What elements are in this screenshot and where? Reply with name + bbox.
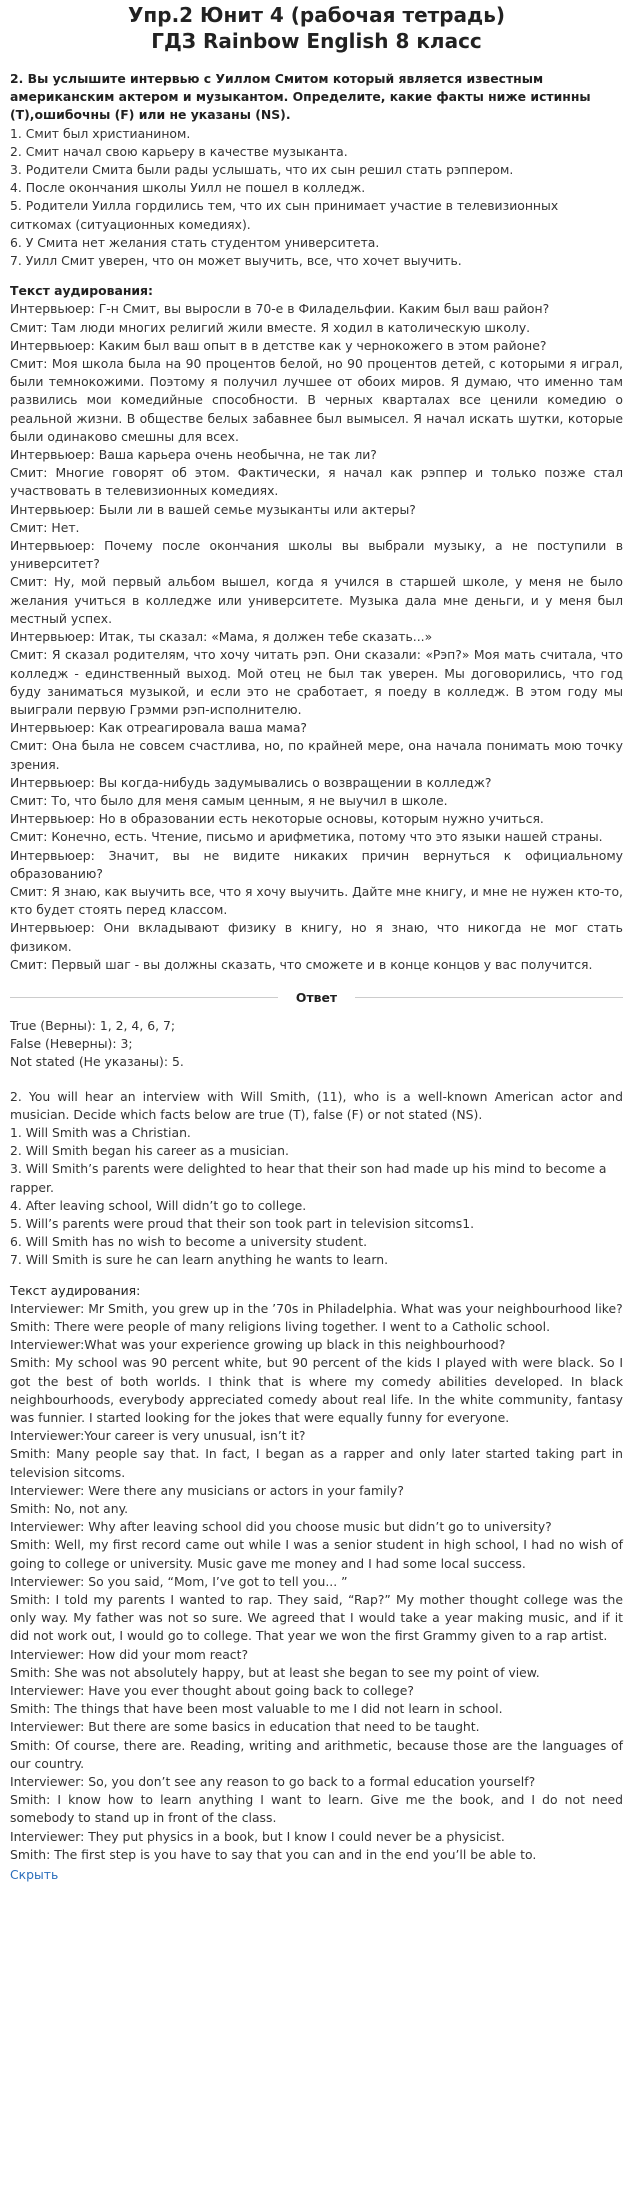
transcript-line: Smith: Many people say that. In fact, I began as a rapper and only later started taking part in television sitcoms.: [10, 1446, 623, 1480]
transcript-line: Smith: There were people of many religions living together. I went to a Catholic school.: [10, 1319, 551, 1334]
transcript-line: Смит: Ну, мой первый альбом вышел, когда я учился в старшей школе, у меня не было желания учиться в колледже или университете. Музыка дала мне деньги, и у меня был местный успех.: [10, 574, 623, 626]
task-ru: [10, 70, 623, 974]
task-en-statement: 4. After leaving school, Will didn’t go to college.: [10, 1197, 307, 1213]
divider-rule-right: [355, 997, 623, 998]
task-ru-instruction: 2. Вы услышите интервью с Уиллом Смитом который является известным американским актером и музыкантом. Определите, какие факты ниже истинны (T),ошибочны (F) или не указаны (NS).: [10, 71, 591, 123]
answer-heading: Ответ: [295, 989, 338, 1005]
transcript-line: Interviewer: So you said, “Mom, I’ve got to tell you... ”: [10, 1573, 348, 1589]
transcript-line: Interviewer: But there are some basics in education that need to be taught.: [10, 1719, 480, 1735]
transcript-line: Интервьюер: Они вкладывают физику в книгу, но я знаю, что никогда не мог стать физиком.: [10, 920, 623, 954]
transcript-en-heading: Текст аудирования:: [10, 1282, 141, 1298]
transcript-line: Smith: No, not any.: [10, 1501, 129, 1517]
answer-divider: [10, 990, 623, 1005]
transcript-ru: [10, 300, 623, 974]
answer-block: [10, 1017, 623, 1072]
transcript-line: Смит: Я сказал родителям, что хочу читать рэп. Они сказали: «Рэп?» Моя мать считала, что колледж - единственный выход. Мой отец не был так уверен. Мы договорились, что год буду заниматься музыкой, и если это не сработает, я поеду в колледж. В этом году мы выиграли первую Грэмми рэп-исполнителю.: [10, 647, 623, 717]
transcript-line: Interviewer: So, you don’t see any reason to go back to a formal education yourself?: [10, 1774, 536, 1790]
transcript-line: Интервьюер: Значит, вы не видите никаких причин вернуться к официальному образованию?: [10, 847, 623, 881]
task-ru-statement: 4. После окончания школы Уилл не пошел в колледж.: [10, 180, 366, 196]
transcript-line: Smith: My school was 90 percent white, but 90 percent of the kids I played with were black. So I got the best of both worlds. I think that is where my comedy abilities developed. In black neighbourhoods, everybody appreciated comedy about real life. In the white community, fantasy was funnier. I started looking for the jokes that were equally funny for everyone.: [10, 1355, 623, 1426]
transcript-line: Интервьюер: Но в образовании есть некоторые основы, которым нужно учиться.: [10, 811, 544, 827]
task-ru-statement: 7. Уилл Смит уверен, что он может выучить, все, что хочет выучить.: [10, 253, 462, 269]
task-en-statement: 2. Will Smith began his career as a musician.: [10, 1143, 289, 1159]
task-en-statement: 6. Will Smith has no wish to become a university student.: [10, 1234, 368, 1250]
transcript-line: Смит: Она была не совсем счастлива, но, по крайней мере, она начала понимать мою точку зрения.: [10, 738, 623, 772]
task-ru-statement: 2. Смит начал свою карьеру в качестве музыканта.: [10, 143, 348, 159]
transcript-line: Interviewer:What was your experience growing up black in this neighbourhood?: [10, 1337, 506, 1353]
title-line-1: Упр.2 Юнит 4 (рабочая тетрадь): [128, 3, 505, 27]
task-en-statement: 5. Will’s parents were proud that their son took part in television sitcoms1.: [10, 1215, 475, 1231]
transcript-line: Interviewer: How did your mom react?: [10, 1646, 249, 1662]
answer-true: True (Верны): 1, 2, 4, 6, 7;: [10, 1017, 176, 1033]
transcript-line: Smith: Of course, there are. Reading, writing and arithmetic, because those are the languages of our country.: [10, 1737, 623, 1771]
answer-false: False (Неверны): 3;: [10, 1036, 133, 1052]
transcript-line: Смит: Я знаю, как выучить все, что я хочу выучить. Дайте мне книгу, и мне не нужен кто-то, кто будет стоять перед классом.: [10, 883, 623, 918]
transcript-line: Interviewer: Why after leaving school did you choose music but didn’t go to university?: [10, 1519, 552, 1535]
transcript-line: Смит: Там люди многих религий жили вместе. Я ходил в католическую школу.: [10, 319, 531, 335]
task-en-statement: 3. Will Smith’s parents were delighted to hear that their son had made up his mind to become a rapper.: [10, 1161, 607, 1195]
page-title: [10, 2, 623, 54]
gdz-page: [0, 2, 633, 1884]
transcript-line: Интервьюер: Ваша карьера очень необычна, не так ли?: [10, 447, 377, 463]
transcript-line: Interviewer: Mr Smith, you grew up in the ’70s in Philadelphia. What was your neighbourhood like?: [10, 1300, 623, 1316]
answer-not-stated: Not stated (Не указаны): 5.: [10, 1054, 184, 1070]
transcript-line: Интервьюер: Г-н Смит, вы выросли в 70-е в Филадельфии. Каким был ваш район?: [10, 301, 550, 317]
task-en-instruction: 2. You will hear an interview with Will Smith, (11), who is a well-known American actor and musician. Decide which facts below are true (T), false (F) or not stated (NS).: [10, 1088, 623, 1122]
transcript-line: Интервьюер: Почему после окончания школы вы выбрали музыку, а не поступили в университет?: [10, 538, 623, 572]
transcript-line: Смит: Нет.: [10, 519, 80, 535]
task-en-statement: 7. Will Smith is sure he can learn anything he wants to learn.: [10, 1252, 389, 1268]
transcript-line: Interviewer: Have you ever thought about going back to college?: [10, 1683, 414, 1699]
transcript-line: Интервьюер: Итак, ты сказал: «Мама, я должен тебе сказать...»: [10, 629, 433, 645]
title-line-2: ГДЗ Rainbow English 8 класс: [151, 29, 482, 53]
spacer: [10, 1072, 623, 1088]
transcript-ru-heading: Текст аудирования:: [10, 283, 153, 299]
task-ru-statement: 5. Родители Уилла гордились тем, что их сын принимает участие в телевизионных ситкомах (ситуационных комедиях).: [10, 198, 559, 232]
transcript-line: Интервьюер: Были ли в вашей семье музыканты или актеры?: [10, 501, 416, 517]
transcript-line: Interviewer: They put physics in a book, but I know I could never be a physicist.: [10, 1828, 505, 1844]
transcript-line: Smith: I know how to learn anything I want to learn. Give me the book, and I do not need somebody to stand up in front of the class.: [10, 1792, 623, 1826]
transcript-line: Смит: То, что было для меня самым ценным, я не выучил в школе.: [10, 792, 448, 808]
transcript-line: Смит: Конечно, есть. Чтение, письмо и арифметика, потому что это языки нашей страны.: [10, 829, 603, 845]
task-en-statement: 1. Will Smith was a Christian.: [10, 1124, 191, 1140]
transcript-line: Интервьюер: Каким был ваш опыт в в детстве как у чернокожего в этом районе?: [10, 337, 547, 353]
transcript-line: Интервьюер: Как отреагировала ваша мама?: [10, 720, 307, 736]
divider-rule-left: [10, 997, 278, 998]
task-ru-statement: 1. Смит был христианином.: [10, 125, 191, 141]
transcript-line: Интервьюер: Вы когда-нибудь задумывались о возвращении в колледж?: [10, 774, 492, 790]
transcript-line: Smith: The things that have been most valuable to me I did not learn in school.: [10, 1701, 503, 1717]
transcript-line: Interviewer: Were there any musicians or actors in your family?: [10, 1482, 404, 1498]
transcript-line: Smith: The first step is you have to say that you can and in the end you’ll be able to.: [10, 1846, 537, 1862]
task-en: [10, 1088, 623, 1865]
transcript-line: Interviewer:Your career is very unusual, isn’t it?: [10, 1428, 306, 1444]
transcript-en: [10, 1300, 623, 1864]
task-ru-statement: 6. У Смита нет желания стать студентом университета.: [10, 234, 380, 250]
transcript-line: Смит: Многие говорят об этом. Фактически, я начал как рэппер и только позже стал участвовать в телевизионных комедиях.: [10, 465, 623, 499]
transcript-line: Smith: She was not absolutely happy, but at least she began to see my point of view.: [10, 1664, 540, 1680]
transcript-line: Smith: I told my parents I wanted to rap. They said, “Rap?” My mother thought college was the only way. My father was not so sure. We agreed that I would take a year making music, and if it did not work out, I would go to college. That year we won the first Grammy given to a rap artist.: [10, 1592, 623, 1644]
hide-link[interactable]: Скрыть: [10, 1867, 59, 1883]
transcript-line: Smith: Well, my first record came out while I was a senior student in high school, I had no wish of going to college or university. Music gave me money and I had some local success.: [10, 1537, 623, 1571]
transcript-line: Смит: Первый шаг - вы должны сказать, что сможете и в конце концов у вас получится.: [10, 956, 593, 972]
task-ru-statement: 3. Родители Смита были рады услышать, что их сын решил стать рэппером.: [10, 162, 514, 178]
transcript-line: Смит: Моя школа была на 90 процентов белой, но 90 процентов детей, с которыми я играл, были темнокожими. Поэтому я получил лучшее от обоих миров. Я думаю, что именно там развились мои комедийные способности. В черных кварталах все ценили комедию о реальной жизни. В обществе белых забавнее был вымысел. Я начал искать шутки, которые были одинаково смешны для всех.: [10, 356, 623, 444]
